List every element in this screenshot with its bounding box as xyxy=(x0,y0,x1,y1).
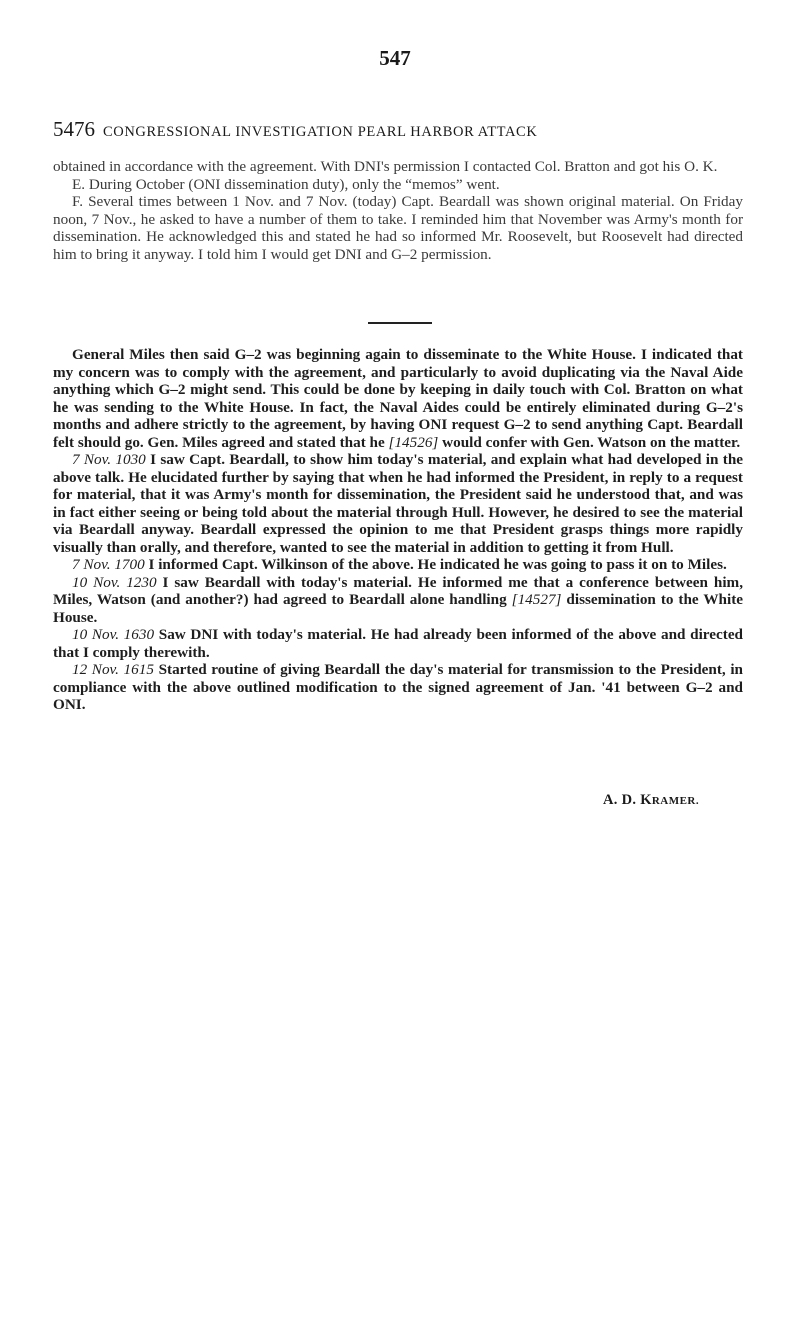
log-text: dissemination to the White House. xyxy=(53,591,743,626)
signature-surname: RAMER. xyxy=(651,795,700,807)
log-entry xyxy=(53,556,743,574)
page-number: 547 xyxy=(379,46,411,70)
paragraph-item-f: F. Several times between 1 Nov. and 7 Nov. (today) Capt. Beardall was shown original material. On Friday noon, 7 Nov., he asked to have a number of them to take. I reminded him that November was Army's month for dissemination. He acknowledged this and stated he had so informed Mr. Roosevelt, but Roosevelt had directed him to bring it anyway. I told him I would get DNI and G–2 permission. xyxy=(53,193,743,263)
log-text: Started routine of giving Beardall the day's material for transmission to the President, in compliance with the above outlined modification to the signed agreement of Jan. '41 between G–2 and ONI. xyxy=(53,661,743,713)
section-divider xyxy=(368,322,432,324)
log-entry xyxy=(53,574,743,627)
paragraph-text: General Miles then said G–2 was beginning again to disseminate to the White House. I indicated that my concern was to comply with the agreement, and particularly to avoid duplicating via the Naval Aide anything which G–2 might send. This could be done by keeping in daily touch with Col. Bratton on what he was sending to the White House. In fact, the Naval Aides could be entirely eliminated during G–2's months and adhere strictly to the agreement, by having ONI request G–2 to send anything Capt. Beardall felt should go. Gen. Miles agreed and stated that he xyxy=(53,346,743,451)
main-text-block xyxy=(53,346,743,714)
paragraph-continuation: obtained in accordance with the agreement. With DNI's permission I contacted Col. Bratton and got his O. K. xyxy=(53,158,718,175)
log-entry xyxy=(53,626,743,661)
log-entry xyxy=(53,661,743,714)
top-text-block xyxy=(53,158,743,263)
running-head-title: CONGRESSIONAL INVESTIGATION PEARL HARBOR ATTACK xyxy=(103,124,538,140)
log-timestamp: 10 Nov. 1230 xyxy=(72,573,157,591)
running-head xyxy=(53,117,753,142)
page-reference: [14527] xyxy=(511,591,562,608)
paragraph-general-miles xyxy=(53,346,743,451)
page-reference: [14526] xyxy=(388,433,439,451)
signature-initials: A. D. K xyxy=(603,792,652,808)
log-timestamp: 12 Nov. 1615 xyxy=(72,661,154,678)
log-timestamp: 7 Nov. 1030 xyxy=(72,451,146,468)
signature xyxy=(603,792,699,809)
log-text: I saw Beardall with today's material. He informed me that a conference between him, Miles, Watson (and another?) had agreed to Beardall alone handling xyxy=(53,573,744,608)
running-head-number: 5476 xyxy=(53,117,95,141)
paragraph-text: would confer with Gen. Watson on the matter. xyxy=(442,433,741,451)
log-entry xyxy=(53,451,743,556)
paragraph-item-e: E. During October (ONI dissemination duty), only the “memos” went. xyxy=(72,175,500,193)
log-text: I saw Capt. Beardall, to show him today's material, and explain what had developed in the above talk. He elucidated further by saying that when he had informed the President, in reply to a request for material, that it was Army's month for dissemination, the President said he understood that, and was in fact either seeing or being told about the material through Hull. However, he desired to see the material via Beardall anyway. Beardall expressed the opinion to me that President grasps things more rapidly visually than orally, and therefore, wanted to see the material in addition to getting it from Hull. xyxy=(53,451,744,556)
log-text: Saw DNI with today's material. He had already been informed of the above and directed that I comply therewith. xyxy=(53,626,744,661)
log-timestamp: 10 Nov. 1630 xyxy=(72,626,155,643)
log-text: I informed Capt. Wilkinson of the above. He indicated he was going to pass it on to Miles. xyxy=(148,556,727,573)
log-timestamp: 7 Nov. 1700 xyxy=(72,556,145,573)
